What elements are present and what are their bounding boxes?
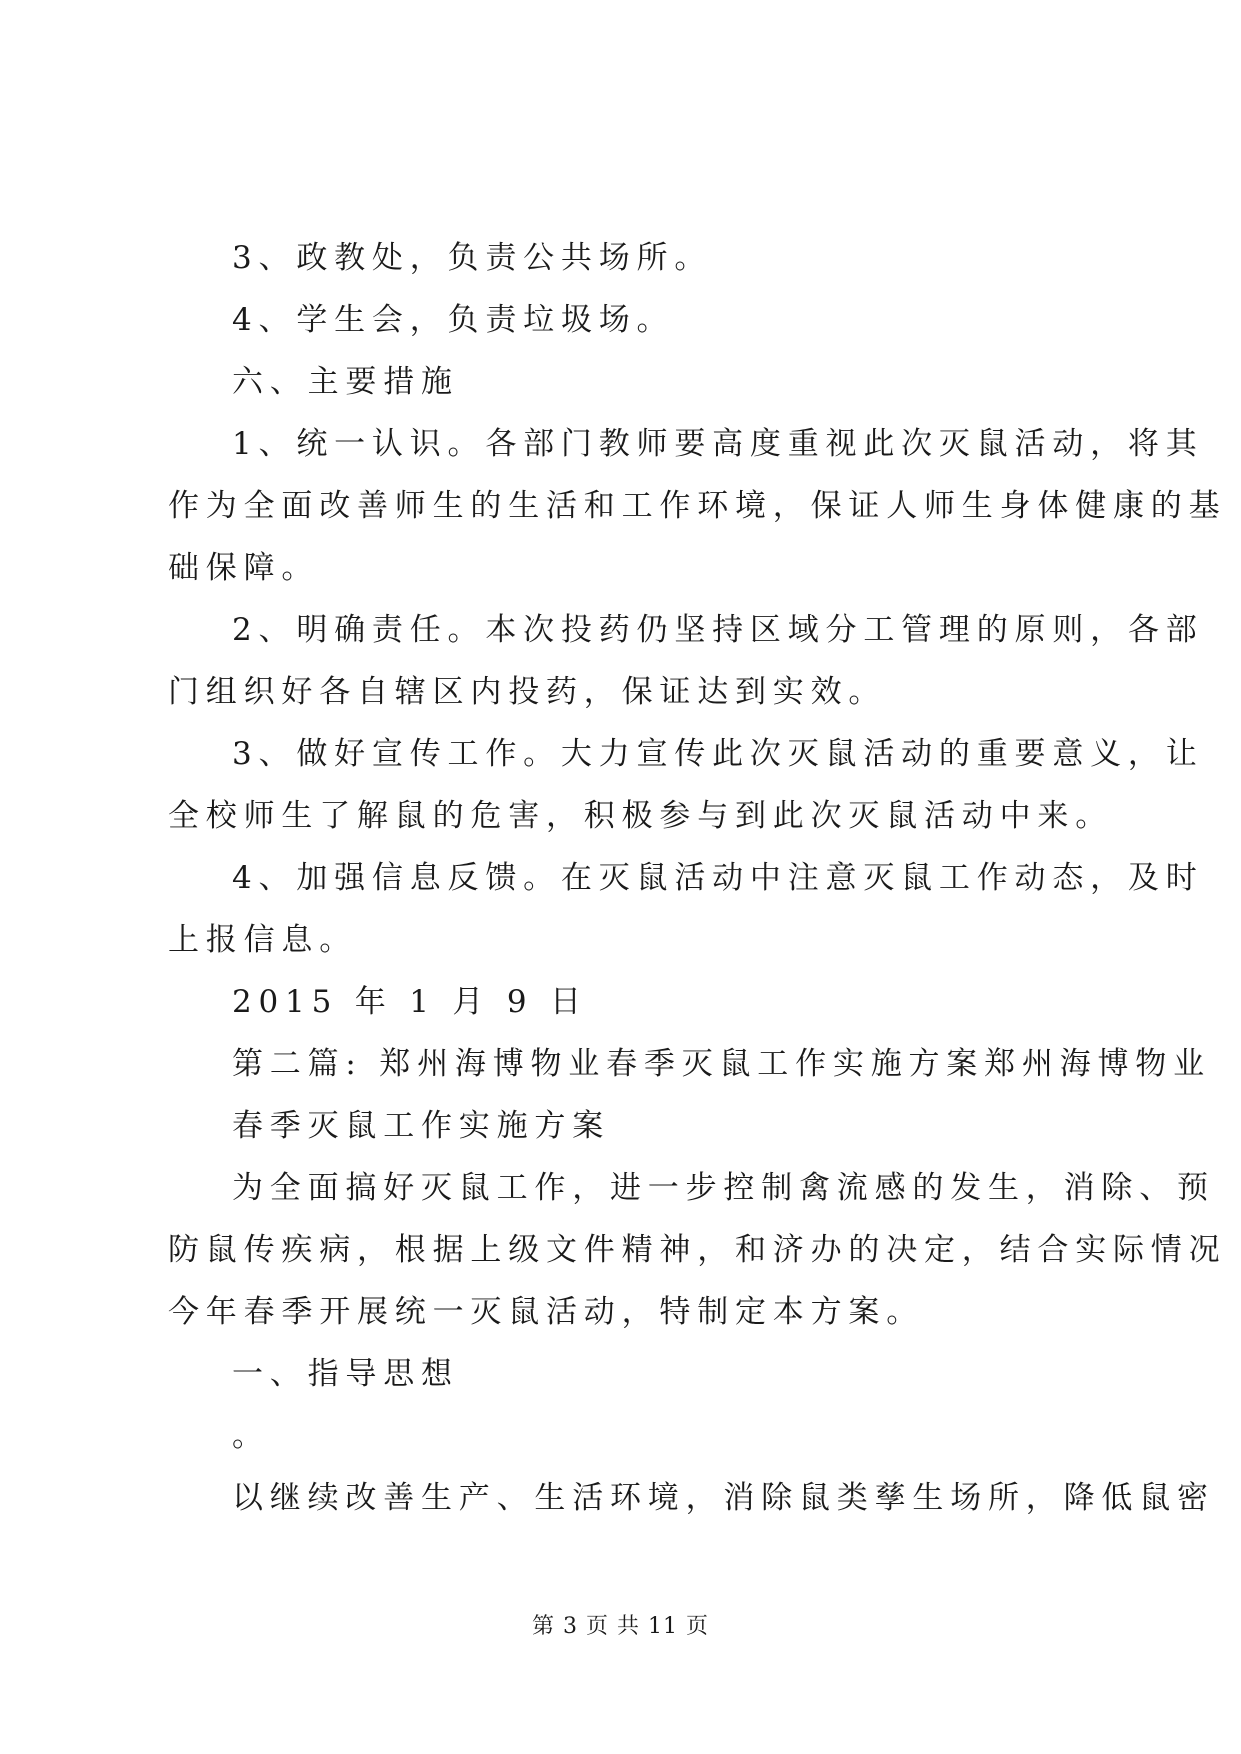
text-line: 为全面搞好灭鼠工作，进一步控制禽流感的发生，消除、预	[232, 1170, 1215, 1206]
chapter-title: 第二篇: 郑州海博物业春季灭鼠工作实施方案郑州海博物业	[232, 1046, 1211, 1082]
text-line: 作为全面改善师生的生活和工作环境，保证人师生身体健康的基	[168, 488, 1227, 524]
text-line: 1、统一认识。各部门教师要高度重视此次灭鼠活动，将其	[232, 426, 1204, 462]
page-number-footer: 第 3 页 共 11 页	[532, 1614, 709, 1639]
text-line: 全校师生了解鼠的危害，积极参与到此次灭鼠活动中来。	[168, 798, 1113, 834]
text-line: 4、加强信息反馈。在灭鼠活动中注意灭鼠工作动态，及时	[232, 860, 1204, 896]
text-line: 以继续改善生产、生活环境，消除鼠类孳生场所，降低鼠密	[232, 1480, 1215, 1516]
section-heading: 一、指导思想	[232, 1356, 459, 1392]
section-heading: 六、主要措施	[232, 364, 459, 400]
chapter-title-continued: 春季灭鼠工作实施方案	[232, 1108, 610, 1144]
text-line: 防鼠传疾病，根据上级文件精神，和济办的决定，结合实际情况	[168, 1232, 1227, 1268]
text-line: 2、明确责任。本次投药仍坚持区域分工管理的原则，各部	[232, 612, 1204, 648]
text-line: 3、做好宣传工作。大力宣传此次灭鼠活动的重要意义，让	[232, 736, 1204, 772]
text-line: 4、学生会，负责垃圾场。	[232, 302, 675, 338]
text-line: 门组织好各自辖区内投药，保证达到实效。	[168, 674, 887, 710]
date-line: 2015 年 1 月 9 日	[232, 984, 588, 1020]
text-line: 3、政教处，负责公共场所。	[232, 240, 713, 276]
text-line: 。	[232, 1418, 270, 1454]
text-line: 今年春季开展统一灭鼠活动，特制定本方案。	[168, 1294, 924, 1330]
text-line: 上报信息。	[168, 922, 357, 958]
text-line: 础保障。	[168, 550, 320, 586]
